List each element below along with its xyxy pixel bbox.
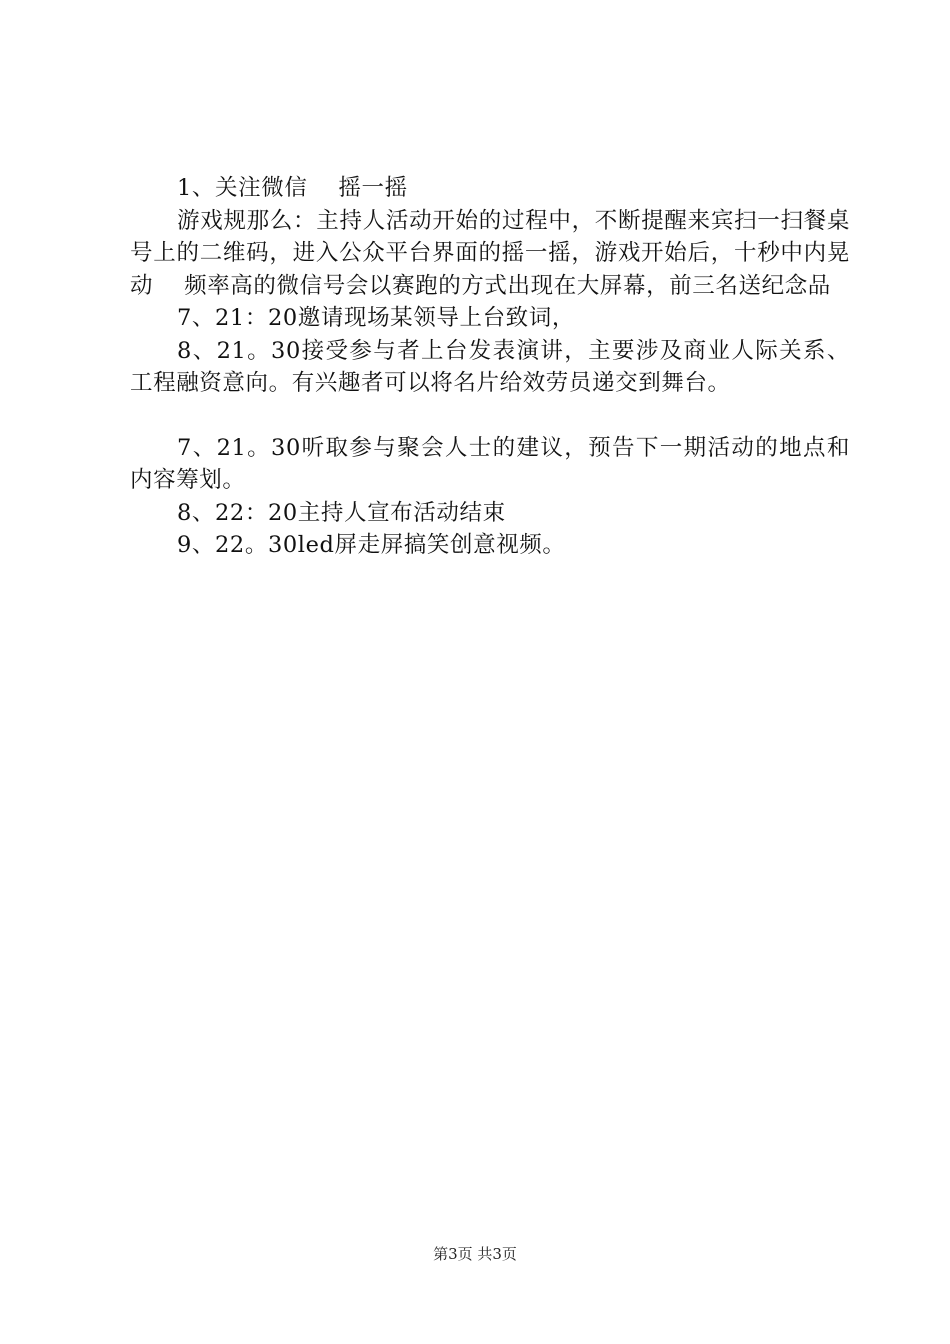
item-led-video: 9、22。30led屏走屏搞笑创意视频。 [177,532,566,558]
item-suggestions: 7、21。30听取参与聚会人士的建议，预告下一期活动的地点和内容筹划。 [130,434,850,493]
page-footer: 第3页 共3页 [433,1245,517,1263]
item-wechat-shake: 1、关注微信 摇一摇 [177,175,408,201]
game-rules-paragraph: 游戏规那么：主持人活动开始的过程中，不断提醒来宾扫一扫餐桌号上的二维码，进入公众平台界面的摇一摇，游戏开始后，十秒中内晃动 频率高的微信号会以赛跑的方式出现在大屏幕，前三名送纪念品 [130,207,850,299]
item-leader-speech: 7、21：20邀请现场某领导上台致词， [177,305,575,331]
paragraph-gap [130,400,850,432]
document-body [130,172,850,562]
item-event-end: 8、22：20主持人宣布活动结束 [177,499,506,526]
item-participant-speech: 8、21。30接受参与者上台发表演讲，主要涉及商业人际关系、工程融资意向。有兴趣者可以将名片给效劳员递交到舞台。 [130,337,850,396]
